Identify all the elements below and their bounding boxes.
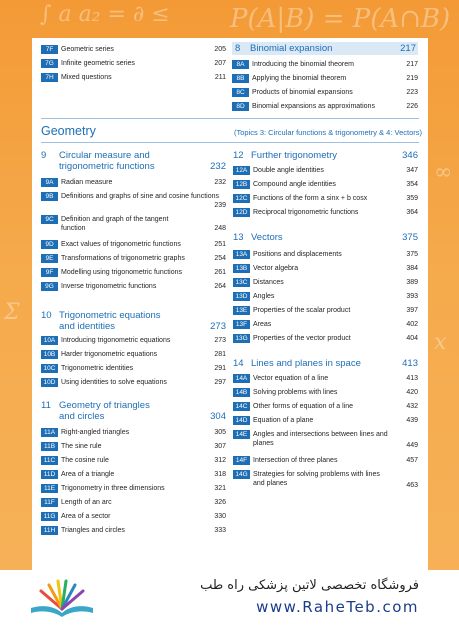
entry-page: 251 [214, 241, 226, 248]
entry-page: 318 [214, 471, 226, 478]
chapter-page: 375 [402, 232, 418, 243]
section-tag: 14F [233, 456, 250, 465]
entry-page: 291 [214, 365, 226, 372]
entry-page: 449 [406, 442, 418, 449]
section-tag: 11A [41, 428, 58, 437]
entry-page: 207 [214, 60, 226, 67]
section-tag: 14E [233, 430, 250, 439]
chapter-name: Lines and planes in space [251, 358, 361, 369]
entry-title: Intersection of three planes [253, 457, 338, 464]
store-name: فروشگاه تخصصی لاتین پزشکی راه طب [200, 578, 419, 593]
entry-page: 307 [214, 443, 226, 450]
entry-title: Angles and intersections between lines and planes [253, 431, 388, 447]
entry-title: Geometric series [61, 46, 114, 53]
entry-page: 305 [214, 429, 226, 436]
chapter-number: 14 [233, 358, 244, 369]
entry-page: 354 [406, 181, 418, 188]
section-tag: 11C [41, 456, 58, 465]
chapter-page: 346 [402, 150, 418, 161]
entry-page: 463 [406, 482, 418, 489]
section-tag: 11D [41, 470, 58, 479]
chapter-heading[interactable] [233, 150, 418, 162]
entry-title: Inverse trigonometric functions [61, 283, 157, 290]
store-url-link[interactable]: www.RaheTeb.com [256, 598, 419, 616]
entry-page: 223 [406, 89, 418, 96]
entry-page: 439 [406, 417, 418, 424]
section-tag: 13D [233, 292, 250, 301]
entry-page: 457 [406, 457, 418, 464]
entry-title: Other forms of equation of a line [253, 403, 353, 410]
section-tag: 9B [41, 192, 58, 201]
section-tag: 14G [233, 470, 250, 479]
entry-page: 389 [406, 279, 418, 286]
entry-title: Products of binomial expansions [252, 89, 353, 96]
section-tag: 8D [232, 102, 249, 111]
section-tag: 8B [232, 74, 249, 83]
section-tag: 9A [41, 178, 58, 187]
section-tag: 9F [41, 268, 58, 277]
section-tag: 7H [41, 73, 58, 82]
section-tag: 13G [233, 334, 250, 343]
entry-title: Using identities to solve equations [61, 379, 167, 386]
toc-entry[interactable] [41, 192, 226, 212]
section-tag: 12D [233, 208, 250, 217]
entry-page: 364 [406, 209, 418, 216]
chapter-name: Vectors [251, 232, 283, 243]
entry-title: Functions of the form a sinx + b cosx [253, 195, 368, 202]
chapter-number: 13 [233, 232, 244, 243]
entry-title: Exact values of trigonometric functions [61, 241, 181, 248]
section-title: Geometry [41, 124, 96, 138]
entry-title: Distances [253, 279, 284, 286]
entry-title: Double angle identities [253, 167, 324, 174]
entry-title: Binomial expansions as approximations [252, 103, 375, 110]
entry-page: 384 [406, 265, 418, 272]
toc-entry[interactable] [233, 430, 418, 450]
contents-panel [32, 38, 428, 570]
chapter-name-line1: Circular measure and [59, 150, 150, 161]
chapter-name-line2: and circles [59, 411, 105, 422]
section-tag: 13E [233, 306, 250, 315]
entry-page: 397 [406, 307, 418, 314]
section-tag: 14A [233, 374, 250, 383]
entry-page: 211 [214, 74, 226, 81]
section-tag: 12B [233, 180, 250, 189]
section-tag: 9D [41, 240, 58, 249]
entry-title: Properties of the vector product [253, 335, 351, 342]
entry-title: Definitions and graphs of sine and cosine functions [61, 193, 219, 200]
entry-page: 261 [214, 269, 226, 276]
entry-page: 330 [214, 513, 226, 520]
entry-page: 254 [214, 255, 226, 262]
entry-page: 217 [406, 61, 418, 68]
section-rule-bottom [41, 142, 419, 143]
entry-title: Trigonometric identities [61, 365, 134, 372]
entry-title: Angles [253, 293, 275, 300]
section-tag: 11E [41, 484, 58, 493]
chapter-page: 413 [402, 358, 418, 369]
entry-page: 432 [406, 403, 418, 410]
section-tag: 12A [233, 166, 250, 175]
section-tag: 7F [41, 45, 58, 54]
entry-title: Areas [253, 321, 272, 328]
entry-title: Mixed questions [61, 74, 112, 81]
chapter-number: 12 [233, 150, 244, 161]
section-tag: 9G [41, 282, 58, 291]
background-glyph: x [434, 330, 447, 355]
section-tag: 11F [41, 498, 58, 507]
entry-page: 297 [214, 379, 226, 386]
entry-title: Area of a sector [61, 513, 111, 520]
entry-title: Solving problems with lines [253, 389, 338, 396]
chapter-heading[interactable] [41, 310, 226, 334]
entry-page: 347 [406, 167, 418, 174]
entry-page: 326 [214, 499, 226, 506]
left-column [41, 150, 226, 560]
section-tag: 10D [41, 378, 58, 387]
section-tag: 12C [233, 194, 250, 203]
background-formula: P(A|B) = P(A∩B) [230, 4, 451, 34]
background-glyph: Σ [4, 300, 20, 325]
entry-title: Right-angled triangles [61, 429, 130, 436]
chapter-heading[interactable] [233, 232, 418, 244]
section-tag: 8C [232, 88, 249, 97]
entry-page: 375 [406, 251, 418, 258]
entry-page: 359 [406, 195, 418, 202]
chapter-name-line2: trigonometric functions [59, 161, 155, 172]
chapter-number: 11 [41, 400, 51, 411]
section-tag: 9C [41, 215, 58, 224]
entry-title: Triangles and circles [61, 527, 125, 534]
background-glyph: ∞ [434, 160, 453, 185]
entry-page: 333 [214, 527, 226, 534]
chapter-page: 232 [210, 161, 226, 172]
entry-title: Strategies for solving problems with lines and planes [253, 471, 380, 487]
toc-entry[interactable] [41, 215, 226, 235]
section-tag: 8A [232, 60, 249, 69]
entry-page: 226 [406, 103, 418, 110]
entry-title: Trigonometry in three dimensions [61, 485, 165, 492]
entry-title: Properties of the scalar product [253, 307, 351, 314]
section-tag: 14B [233, 388, 250, 397]
chapter-page: 217 [400, 43, 416, 54]
entry-title: Reciprocal trigonometric functions [253, 209, 359, 216]
chapter-name-line2: and identities [59, 321, 115, 332]
entry-page: 205 [214, 46, 226, 53]
section-tag: 10A [41, 336, 58, 345]
entry-title: Introducing trigonometric equations [61, 337, 171, 344]
entry-title: Harder trigonometric equations [61, 351, 158, 358]
chapter-name-line1: Trigonometric equations [59, 310, 161, 321]
section-rule-top [41, 118, 419, 119]
section-tag: 13F [233, 320, 250, 329]
section-tag: 9E [41, 254, 58, 263]
section-tag: 14C [233, 402, 250, 411]
right-column [233, 150, 418, 560]
entry-page: 420 [406, 389, 418, 396]
section-tag: 13C [233, 278, 250, 287]
entry-page: 393 [406, 293, 418, 300]
chapter-heading[interactable] [233, 358, 418, 370]
open-book-logo-icon [27, 575, 97, 619]
section-tag: 11G [41, 512, 58, 521]
section-tag: 10C [41, 364, 58, 373]
chapter-page: 304 [210, 411, 226, 422]
store-footer [0, 570, 459, 625]
entry-title: Modelling using trigonometric functions [61, 269, 183, 276]
background-glyph: ∫ a a₂ = ∂ ≤ [40, 2, 170, 27]
entry-title: Radian measure [61, 179, 113, 186]
entry-page: 404 [406, 335, 418, 342]
section-tag: 11B [41, 442, 58, 451]
chapter-heading[interactable] [41, 400, 226, 424]
entry-title: Vector algebra [253, 265, 299, 272]
section-subtitle: (Topics 3: Circular functions & trigonometry & 4: Vectors) [234, 128, 422, 137]
entry-title: Area of a triangle [61, 471, 115, 478]
section-tag: 11H [41, 526, 58, 535]
entry-title: Length of an arc [61, 499, 112, 506]
entry-title: Compound angle identities [253, 181, 336, 188]
entry-page: 312 [214, 457, 226, 464]
entry-page: 273 [214, 337, 226, 344]
entry-page: 264 [214, 283, 226, 290]
entry-title: Infinite geometric series [61, 60, 135, 67]
entry-title: Applying the binomial theorem [252, 75, 347, 82]
section-tag: 13A [233, 250, 250, 259]
entry-title: Definition and graph of the tangent function [61, 216, 169, 232]
entry-title: Transformations of trigonometric graphs [61, 255, 185, 262]
entry-title: Introducing the binomial theorem [252, 61, 354, 68]
chapter-page: 273 [210, 321, 226, 332]
chapter-number: 9 [41, 150, 47, 161]
entry-page: 248 [214, 225, 226, 232]
entry-title: Vector equation of a line [253, 375, 329, 382]
entry-page: 232 [214, 179, 226, 186]
chapter-heading[interactable] [41, 150, 226, 174]
section-tag: 13B [233, 264, 250, 273]
chapter-number: 10 [41, 310, 52, 321]
entry-title: Positions and displacements [253, 251, 342, 258]
section-tag: 7G [41, 59, 58, 68]
entry-page: 413 [406, 375, 418, 382]
chapter-heading[interactable] [232, 42, 418, 55]
entry-page: 219 [406, 75, 418, 82]
entry-page: 402 [406, 321, 418, 328]
entry-page: 281 [214, 351, 226, 358]
entry-title: Equation of a plane [253, 417, 314, 424]
chapter-number: 8 [235, 43, 241, 54]
toc-entry[interactable] [233, 470, 418, 490]
entry-title: The sine rule [61, 443, 102, 450]
entry-title: The cosine rule [61, 457, 109, 464]
section-tag: 14D [233, 416, 250, 425]
chapter-name-line1: Geometry of triangles [59, 400, 150, 411]
chapter-name: Further trigonometry [251, 150, 338, 161]
entry-page: 321 [214, 485, 226, 492]
section-tag: 10B [41, 350, 58, 359]
chapter-name: Binomial expansion [250, 43, 333, 54]
entry-page: 239 [214, 202, 226, 209]
